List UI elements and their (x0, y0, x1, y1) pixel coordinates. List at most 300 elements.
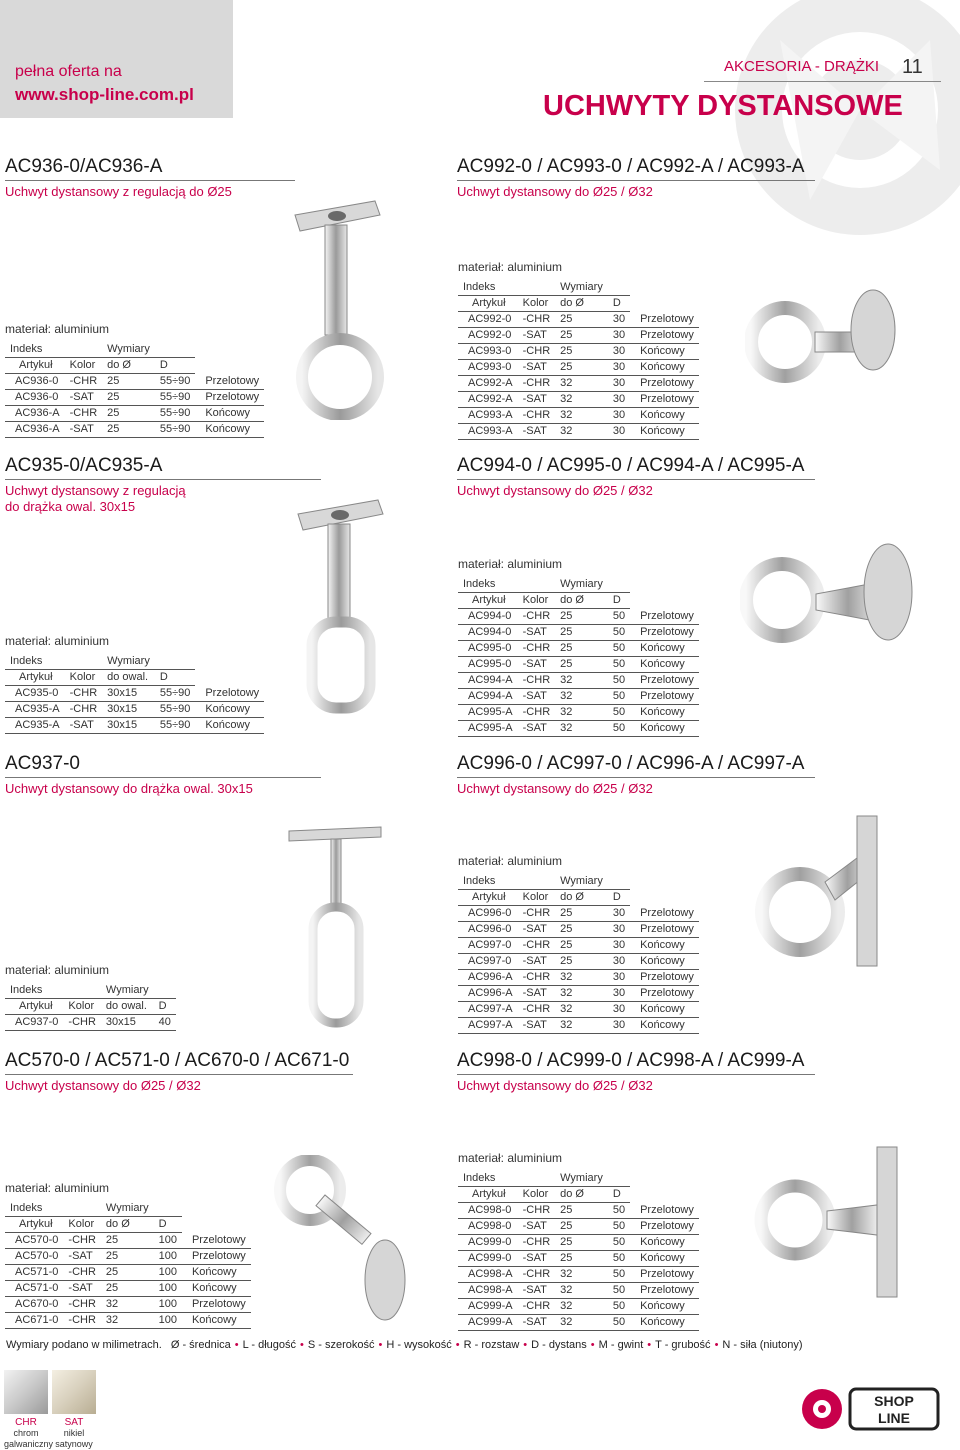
table-cell: 30x15 (102, 686, 155, 702)
table-cell: 25 (102, 390, 155, 406)
table-cell: 30 (608, 970, 630, 986)
type-cell: Końcowy (630, 1251, 699, 1267)
table-cell: 50 (608, 1299, 630, 1315)
table-cell: -CHR (518, 1002, 556, 1018)
table-cell: 50 (608, 689, 630, 705)
type-cell: Końcowy (195, 718, 264, 734)
col-diameter: do Ø (555, 593, 608, 609)
table-cell: -SAT (518, 954, 556, 970)
table-cell: 25 (102, 422, 155, 438)
table-row (458, 360, 699, 376)
table-row (458, 1203, 699, 1219)
table-cell: AC996-0 (458, 922, 518, 938)
table-cell: AC993-A (458, 408, 518, 424)
col-diameter: do Ø (102, 358, 155, 374)
legend-item: S - szerokość (307, 1339, 375, 1351)
col-d: D (154, 1217, 182, 1233)
promo-link[interactable]: www.shop-line.com.pl (15, 85, 194, 104)
spec-table-grid (458, 577, 699, 737)
section-title: AC994-0 / AC995-0 / AC994-A / AC995-A (457, 455, 815, 480)
type-cell: Końcowy (630, 954, 699, 970)
table-cell: 30 (608, 986, 630, 1002)
table-cell: -CHR (65, 374, 103, 390)
table-row (5, 1297, 251, 1313)
col-d: D (608, 296, 630, 312)
material-label: materiał: aluminium (458, 260, 563, 274)
table-cell: 25 (555, 312, 608, 328)
table-cell: -CHR (518, 673, 556, 689)
table-cell: 32 (101, 1313, 154, 1329)
type-cell: Przelotowy (630, 922, 699, 938)
table-cell: AC992-0 (458, 328, 518, 344)
swatch-label-sat (52, 1417, 96, 1450)
section-title: AC996-0 / AC997-0 / AC996-A / AC997-A (457, 753, 815, 778)
table-cell: AC994-A (458, 689, 518, 705)
col-kolor: Kolor (518, 890, 556, 906)
material-label: materiał: aluminium (5, 963, 110, 977)
table-cell: -SAT (63, 1281, 101, 1297)
col-d: D (154, 999, 176, 1015)
table-row (458, 721, 699, 737)
table-row (458, 970, 699, 986)
table-cell: 25 (555, 954, 608, 970)
table-cell: 55÷90 (155, 390, 196, 406)
spec-table-grid (5, 983, 186, 1031)
table-row (458, 1283, 699, 1299)
product-image-ac992 (745, 280, 905, 400)
table-cell: -CHR (518, 344, 556, 360)
section-ac570 (5, 1050, 353, 1094)
product-image-ac998 (745, 1135, 920, 1305)
table-row (458, 609, 699, 625)
table-cell: AC936-0 (5, 390, 65, 406)
table-cell: 55÷90 (155, 422, 196, 438)
material-label: materiał: aluminium (5, 634, 110, 648)
legend-item: T - grubość (655, 1339, 711, 1351)
table-cell: AC994-0 (458, 625, 518, 641)
table-cell: -SAT (65, 390, 103, 406)
table-cell: -CHR (63, 1313, 101, 1329)
section-title: AC937-0 (5, 753, 321, 778)
col-diameter: do owal. (102, 670, 155, 686)
table-row (5, 390, 264, 406)
col-kolor: Kolor (63, 1217, 101, 1233)
type-cell: Końcowy (630, 1002, 699, 1018)
units-legend: Wymiary podano w milimetrach. Ø - średnica • L - długość • S - szerokość • H - wysokość • R - rozstaw • D - dystans • M - gwint • T - grubość • N - siła (niutony) (6, 1339, 803, 1351)
table-cell: 30x15 (102, 702, 155, 718)
table-row (458, 1251, 699, 1267)
col-indeks: Indeks (5, 654, 65, 670)
product-image-ac935 (290, 492, 400, 717)
type-cell: Przelotowy (182, 1249, 251, 1265)
table-cell: 32 (555, 986, 608, 1002)
table-cell: 32 (555, 1018, 608, 1034)
spec-table-grid (5, 1201, 251, 1329)
table-cell: 50 (608, 1315, 630, 1331)
table-cell: -CHR (518, 376, 556, 392)
table-row (458, 1018, 699, 1034)
type-cell: Końcowy (630, 705, 699, 721)
type-cell: Przelotowy (630, 689, 699, 705)
table-row (458, 376, 699, 392)
spec-table-grid (5, 654, 264, 734)
table-cell: 32 (555, 673, 608, 689)
table-cell: 25 (102, 374, 155, 390)
table-cell: 50 (608, 641, 630, 657)
section-ac936 (5, 156, 295, 200)
col-kolor: Kolor (65, 358, 103, 374)
type-cell: Przelotowy (630, 312, 699, 328)
table-cell: AC994-0 (458, 609, 518, 625)
product-image-ac936 (285, 195, 405, 420)
table-cell: AC936-A (5, 422, 65, 438)
table-cell: -CHR (63, 1297, 101, 1313)
table-cell: 100 (154, 1249, 182, 1265)
col-diameter: do Ø (101, 1217, 154, 1233)
col-diameter: do Ø (555, 890, 608, 906)
type-cell: Przelotowy (195, 390, 264, 406)
table-cell: 30 (608, 1002, 630, 1018)
table-row (5, 1281, 251, 1297)
decorative-background-icon (630, 0, 960, 300)
type-cell: Przelotowy (630, 970, 699, 986)
spec-table (458, 1151, 699, 1331)
table-cell: AC993-A (458, 424, 518, 440)
table-cell: AC993-0 (458, 344, 518, 360)
spec-table-grid (458, 1171, 699, 1331)
table-cell: AC570-0 (5, 1249, 63, 1265)
table-cell: -SAT (518, 1251, 556, 1267)
table-cell: -SAT (518, 328, 556, 344)
table-cell: -SAT (518, 625, 556, 641)
table-cell: 50 (608, 1283, 630, 1299)
page-number: 11 (902, 56, 923, 78)
units-note: Wymiary podano w milimetrach. (6, 1339, 162, 1351)
type-cell: Końcowy (195, 406, 264, 422)
type-cell: Końcowy (630, 424, 699, 440)
spec-table (5, 322, 264, 438)
product-image-ac994 (740, 528, 915, 668)
table-row (458, 705, 699, 721)
table-cell: 32 (555, 1283, 608, 1299)
table-cell: -SAT (518, 1219, 556, 1235)
col-kolor: Kolor (63, 999, 101, 1015)
table-cell: -SAT (518, 922, 556, 938)
col-d: D (608, 890, 630, 906)
table-cell: AC937-0 (5, 1015, 63, 1031)
section-subtitle: Uchwyt dystansowy do Ø25 / Ø32 (457, 1078, 653, 1093)
table-cell: 100 (154, 1281, 182, 1297)
col-d: D (155, 670, 196, 686)
category-label: AKCESORIA - DRĄŻKI (724, 58, 880, 75)
col-artykul: Artykuł (458, 593, 518, 609)
spec-table-grid (5, 342, 264, 438)
table-cell: 55÷90 (155, 702, 196, 718)
table-cell: 50 (608, 705, 630, 721)
type-cell: Przelotowy (630, 906, 699, 922)
table-cell: -CHR (518, 1267, 556, 1283)
col-kolor: Kolor (518, 296, 556, 312)
section-ac994 (457, 455, 815, 499)
spec-table-grid (458, 280, 699, 440)
shop-line-logo-icon (800, 1383, 945, 1435)
col-artykul: Artykuł (5, 670, 65, 686)
table-cell: 30 (608, 906, 630, 922)
table-cell: 30 (608, 954, 630, 970)
table-cell: -SAT (518, 1018, 556, 1034)
table-cell: 50 (608, 673, 630, 689)
type-cell: Końcowy (630, 721, 699, 737)
table-row (458, 1219, 699, 1235)
table-cell: 32 (555, 970, 608, 986)
table-row (5, 1233, 251, 1249)
col-d: D (608, 1187, 630, 1203)
table-cell: 55÷90 (155, 406, 196, 422)
col-artykul: Artykuł (5, 358, 65, 374)
section-ac998 (457, 1050, 815, 1094)
table-cell: 100 (154, 1265, 182, 1281)
table-cell: -CHR (518, 906, 556, 922)
table-cell: AC998-A (458, 1283, 518, 1299)
col-indeks: Indeks (458, 280, 518, 296)
swatch-label-chr (4, 1417, 54, 1450)
swatch-name: nikiel (63, 1428, 85, 1438)
table-cell: AC995-0 (458, 657, 518, 673)
table-cell: AC992-A (458, 376, 518, 392)
section-subtitle: Uchwyt dystansowy do Ø25 / Ø32 (5, 1078, 201, 1093)
type-cell: Przelotowy (630, 376, 699, 392)
table-cell: AC997-0 (458, 938, 518, 954)
table-row (458, 344, 699, 360)
type-cell: Końcowy (630, 641, 699, 657)
table-cell: 32 (555, 1315, 608, 1331)
table-cell: AC935-A (5, 718, 65, 734)
section-ac996 (457, 753, 815, 797)
table-row (458, 1235, 699, 1251)
type-cell: Przelotowy (195, 374, 264, 390)
table-row (5, 422, 264, 438)
table-cell: 25 (555, 609, 608, 625)
type-cell: Końcowy (630, 1235, 699, 1251)
col-diameter: do Ø (555, 296, 608, 312)
section-title: AC992-0 / AC993-0 / AC992-A / AC993-A (457, 156, 815, 181)
table-cell: -CHR (65, 406, 103, 422)
spec-table (5, 1181, 251, 1329)
swatch-sat (52, 1370, 96, 1414)
table-cell: 30 (608, 408, 630, 424)
col-diameter: do owal. (101, 999, 154, 1015)
table-cell: -CHR (65, 702, 103, 718)
col-kolor: Kolor (65, 670, 103, 686)
table-cell: 25 (101, 1249, 154, 1265)
table-cell: 25 (555, 1219, 608, 1235)
section-subtitle: Uchwyt dystansowy do Ø25 / Ø32 (457, 781, 653, 796)
table-cell: -CHR (518, 938, 556, 954)
table-cell: -CHR (518, 312, 556, 328)
table-cell: -SAT (63, 1249, 101, 1265)
col-artykul: Artykuł (458, 1187, 518, 1203)
type-cell: Przelotowy (630, 1267, 699, 1283)
table-row (458, 1002, 699, 1018)
col-wymiary: Wymiary (102, 654, 155, 670)
table-row (458, 312, 699, 328)
table-row (5, 1015, 186, 1031)
legend-item: Ø - średnica (170, 1339, 231, 1351)
swatch-chr (4, 1370, 48, 1414)
table-cell: 25 (555, 641, 608, 657)
table-cell: 40 (154, 1015, 176, 1031)
table-cell: 25 (101, 1281, 154, 1297)
table-cell: -CHR (518, 1203, 556, 1219)
table-cell: AC996-0 (458, 906, 518, 922)
table-cell: 32 (555, 392, 608, 408)
table-cell: -SAT (65, 422, 103, 438)
spec-table (458, 260, 699, 440)
table-cell: AC935-0 (5, 686, 65, 702)
type-cell: Przelotowy (630, 1203, 699, 1219)
section-ac935 (5, 455, 321, 515)
table-cell: 32 (555, 689, 608, 705)
table-cell: -CHR (518, 1299, 556, 1315)
table-cell: AC935-A (5, 702, 65, 718)
section-ac992 (457, 156, 815, 200)
table-cell: AC998-0 (458, 1203, 518, 1219)
promo-text: pełna oferta na (15, 63, 122, 80)
table-row (458, 1267, 699, 1283)
table-cell: -CHR (518, 970, 556, 986)
col-kolor: Kolor (518, 593, 556, 609)
table-cell: -SAT (518, 689, 556, 705)
col-wymiary: Wymiary (555, 577, 608, 593)
col-indeks: Indeks (458, 1171, 518, 1187)
svg-text:SHOP: SHOP (874, 1393, 914, 1409)
table-cell: 30 (608, 376, 630, 392)
col-artykul: Artykuł (458, 296, 518, 312)
type-cell: Końcowy (630, 938, 699, 954)
type-cell: Przelotowy (630, 392, 699, 408)
table-cell: 32 (555, 1299, 608, 1315)
table-cell: 50 (608, 1267, 630, 1283)
type-cell: Końcowy (630, 1315, 699, 1331)
table-row (458, 625, 699, 641)
table-cell: 32 (101, 1297, 154, 1313)
svg-text:LINE: LINE (878, 1410, 910, 1426)
table-row (458, 938, 699, 954)
table-cell: 25 (555, 906, 608, 922)
col-wymiary: Wymiary (555, 874, 608, 890)
table-cell: -CHR (63, 1015, 101, 1031)
type-cell: Końcowy (195, 702, 264, 718)
type-cell: Końcowy (182, 1281, 251, 1297)
table-cell: AC999-0 (458, 1251, 518, 1267)
product-image-ac996 (745, 812, 895, 987)
section-subtitle: Uchwyt dystansowy do Ø25 / Ø32 (457, 483, 653, 498)
legend-item: N - siła (niutony) (722, 1339, 803, 1351)
type-cell: Końcowy (630, 1299, 699, 1315)
section-subtitle-2: do drążka owal. 30x15 (5, 499, 136, 514)
table-row (5, 1265, 251, 1281)
table-cell: 55÷90 (155, 718, 196, 734)
table-cell: 55÷90 (155, 686, 196, 702)
spec-table (458, 557, 699, 737)
table-cell: AC999-0 (458, 1235, 518, 1251)
swatch-code: CHR (15, 1417, 37, 1428)
table-row (458, 392, 699, 408)
page-title: UCHWYTY DYSTANSOWE (543, 90, 903, 122)
type-cell: Przelotowy (630, 609, 699, 625)
table-cell: -CHR (518, 1235, 556, 1251)
table-cell: 30 (608, 922, 630, 938)
table-cell: 100 (154, 1297, 182, 1313)
type-cell: Końcowy (630, 344, 699, 360)
table-cell: 30 (608, 1018, 630, 1034)
table-cell: 25 (555, 922, 608, 938)
type-cell: Przelotowy (630, 1219, 699, 1235)
type-cell: Przelotowy (630, 673, 699, 689)
table-cell: 30 (608, 312, 630, 328)
legend-item: R - rozstaw (463, 1339, 520, 1351)
table-cell: AC936-A (5, 406, 65, 422)
table-cell: 30 (608, 328, 630, 344)
swatch-name: galwaniczny (4, 1439, 54, 1449)
table-cell: 30 (608, 938, 630, 954)
table-cell: 32 (555, 1267, 608, 1283)
table-cell: 50 (608, 609, 630, 625)
table-row (5, 1249, 251, 1265)
col-artykul: Artykuł (458, 890, 518, 906)
section-title: AC570-0 / AC571-0 / AC670-0 / AC671-0 (5, 1050, 353, 1075)
type-cell: Przelotowy (630, 625, 699, 641)
table-row (5, 686, 264, 702)
table-cell: 50 (608, 1203, 630, 1219)
header-divider (704, 81, 941, 82)
col-diameter: do Ø (555, 1187, 608, 1203)
table-row (458, 424, 699, 440)
table-cell: -SAT (518, 1315, 556, 1331)
table-row (458, 689, 699, 705)
section-title: AC936-0/AC936-A (5, 156, 295, 181)
table-cell: AC992-0 (458, 312, 518, 328)
table-row (458, 1299, 699, 1315)
table-row (5, 374, 264, 390)
type-cell: Końcowy (195, 422, 264, 438)
col-d: D (155, 358, 196, 374)
table-cell: 25 (555, 344, 608, 360)
table-cell: 32 (555, 705, 608, 721)
table-cell: AC995-A (458, 721, 518, 737)
table-cell: 25 (555, 360, 608, 376)
spec-table (458, 854, 699, 1034)
section-ac937 (5, 753, 321, 797)
col-wymiary: Wymiary (555, 280, 608, 296)
swatch-name: satynowy (55, 1439, 93, 1449)
table-cell: AC999-A (458, 1299, 518, 1315)
table-cell: AC999-A (458, 1315, 518, 1331)
type-cell: Końcowy (630, 360, 699, 376)
table-row (458, 641, 699, 657)
table-cell: AC992-A (458, 392, 518, 408)
swatch-name: chrom (13, 1428, 39, 1438)
col-indeks: Indeks (5, 1201, 63, 1217)
swatch-code: SAT (64, 1417, 84, 1428)
table-cell: -CHR (518, 705, 556, 721)
table-cell: 100 (154, 1313, 182, 1329)
table-cell: AC998-A (458, 1267, 518, 1283)
table-row (458, 328, 699, 344)
type-cell: Końcowy (630, 1018, 699, 1034)
table-cell: 25 (555, 1203, 608, 1219)
table-cell: 25 (101, 1265, 154, 1281)
